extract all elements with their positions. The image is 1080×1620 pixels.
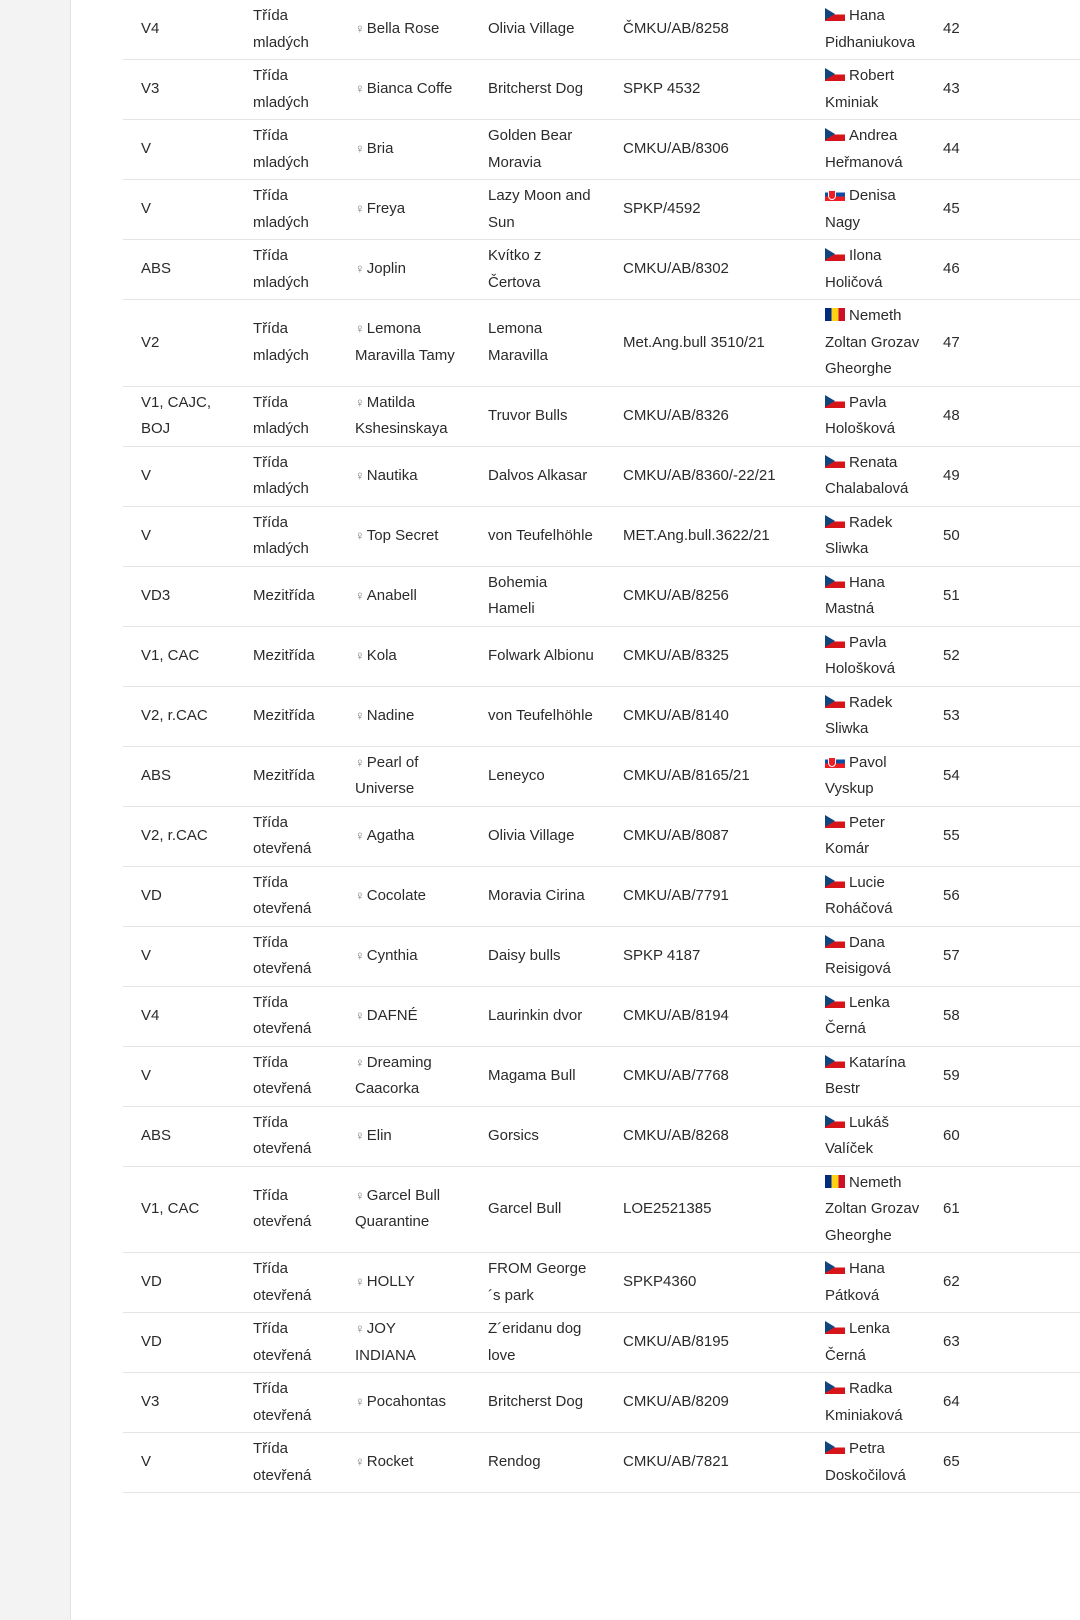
catalog-number-cell: 44 bbox=[937, 120, 1080, 180]
female-icon: ♀ bbox=[355, 467, 365, 483]
kennel-cell: Z´eridanu dog love bbox=[470, 1313, 605, 1373]
dog-name: Dreaming Caacorka bbox=[355, 1053, 432, 1097]
kennel-cell: Britcherst Dog bbox=[470, 60, 605, 120]
registration-cell: SPKP 4532 bbox=[605, 60, 807, 120]
owner-cell bbox=[807, 1166, 937, 1253]
dog-name: Matilda Kshesinskaya bbox=[355, 393, 448, 437]
registration-cell: CMKU/AB/8165/21 bbox=[605, 746, 807, 806]
registration-cell: CMKU/AB/8326 bbox=[605, 386, 807, 446]
class-cell: Třída otevřená bbox=[235, 1433, 337, 1493]
class-cell: Třída mladých bbox=[235, 0, 337, 60]
dog-name: JOY INDIANA bbox=[355, 1320, 416, 1364]
class-cell: Třída mladých bbox=[235, 120, 337, 180]
flag-ro-icon bbox=[825, 1175, 845, 1188]
catalog-number-cell: 50 bbox=[937, 506, 1080, 566]
owner-cell bbox=[807, 926, 937, 986]
owner-cell bbox=[807, 1373, 937, 1433]
dog-name-cell bbox=[337, 1433, 470, 1493]
kennel-cell: Rendog bbox=[470, 1433, 605, 1493]
dog-name-cell bbox=[337, 566, 470, 626]
dog-name: Freya bbox=[366, 200, 406, 218]
female-icon: ♀ bbox=[355, 1187, 365, 1203]
registration-cell: CMKU/AB/7768 bbox=[605, 1046, 807, 1106]
owner-cell bbox=[807, 866, 937, 926]
kennel-cell: Dalvos Alkasar bbox=[470, 446, 605, 506]
dog-name: Nautika bbox=[366, 466, 418, 484]
owner-name: Andrea Heřmanová bbox=[825, 127, 903, 171]
class-cell: Třída otevřená bbox=[235, 926, 337, 986]
owner-cell bbox=[807, 626, 937, 686]
table-row bbox=[123, 1166, 1080, 1253]
flag-cz-icon bbox=[825, 935, 845, 948]
dog-name-cell bbox=[337, 1313, 470, 1373]
catalog-number-cell: 56 bbox=[937, 866, 1080, 926]
dog-name-cell bbox=[337, 506, 470, 566]
registration-cell: LOE2521385 bbox=[605, 1166, 807, 1253]
female-icon: ♀ bbox=[355, 707, 365, 723]
flag-cz-icon bbox=[825, 875, 845, 888]
table-row bbox=[123, 120, 1080, 180]
dog-name-cell bbox=[337, 300, 470, 387]
kennel-cell: Lazy Moon and Sun bbox=[470, 180, 605, 240]
female-icon: ♀ bbox=[355, 321, 365, 337]
results-table bbox=[123, 0, 1080, 1493]
kennel-cell: Daisy bulls bbox=[470, 926, 605, 986]
catalog-number-cell: 43 bbox=[937, 60, 1080, 120]
catalog-number-cell: 48 bbox=[937, 386, 1080, 446]
table-row bbox=[123, 566, 1080, 626]
class-cell: Třída mladých bbox=[235, 386, 337, 446]
result-cell: VD3 bbox=[123, 566, 235, 626]
result-cell: V4 bbox=[123, 986, 235, 1046]
flag-cz-icon bbox=[825, 455, 845, 468]
result-cell: V2 bbox=[123, 300, 235, 387]
kennel-cell: Britcherst Dog bbox=[470, 1373, 605, 1433]
owner-name: Hana Pidhaniukova bbox=[825, 7, 916, 51]
result-cell: V2, r.CAC bbox=[123, 806, 235, 866]
kennel-cell: Moravia Cirina bbox=[470, 866, 605, 926]
dog-name-cell bbox=[337, 1253, 470, 1313]
table-row bbox=[123, 686, 1080, 746]
kennel-cell: Olivia Village bbox=[470, 806, 605, 866]
catalog-number-cell: 57 bbox=[937, 926, 1080, 986]
flag-cz-icon bbox=[825, 8, 845, 21]
female-icon: ♀ bbox=[355, 394, 365, 410]
class-cell: Třída otevřená bbox=[235, 806, 337, 866]
result-cell: V1, CAC bbox=[123, 1166, 235, 1253]
catalog-number-cell: 62 bbox=[937, 1253, 1080, 1313]
owner-cell bbox=[807, 386, 937, 446]
owner-cell bbox=[807, 1106, 937, 1166]
catalog-number-cell: 53 bbox=[937, 686, 1080, 746]
flag-cz-icon bbox=[825, 68, 845, 81]
owner-name: Ilona Holičová bbox=[825, 247, 883, 291]
result-cell: ABS bbox=[123, 1106, 235, 1166]
flag-cz-icon bbox=[825, 395, 845, 408]
class-cell: Třída otevřená bbox=[235, 1106, 337, 1166]
registration-cell: SPKP/4592 bbox=[605, 180, 807, 240]
dog-name: Agatha bbox=[366, 826, 415, 844]
owner-name: Petra Doskočilová bbox=[825, 1440, 906, 1484]
registration-cell: CMKU/AB/8268 bbox=[605, 1106, 807, 1166]
owner-name: Dana Reisigová bbox=[825, 933, 891, 977]
class-cell: Třída mladých bbox=[235, 60, 337, 120]
owner-cell bbox=[807, 0, 937, 60]
kennel-cell: von Teufelhöhle bbox=[470, 686, 605, 746]
registration-cell: CMKU/AB/8360/-22/21 bbox=[605, 446, 807, 506]
dog-name-cell bbox=[337, 986, 470, 1046]
kennel-cell: Lemona Maravilla bbox=[470, 300, 605, 387]
dog-name-cell bbox=[337, 1106, 470, 1166]
dog-name-cell bbox=[337, 0, 470, 60]
flag-cz-icon bbox=[825, 1381, 845, 1394]
flag-cz-icon bbox=[825, 1441, 845, 1454]
flag-sk-icon bbox=[825, 755, 845, 768]
table-row bbox=[123, 0, 1080, 60]
dog-name-cell bbox=[337, 120, 470, 180]
kennel-cell: Olivia Village bbox=[470, 0, 605, 60]
catalog-number-cell: 45 bbox=[937, 180, 1080, 240]
registration-cell: CMKU/AB/8325 bbox=[605, 626, 807, 686]
flag-cz-icon bbox=[825, 815, 845, 828]
flag-cz-icon bbox=[825, 515, 845, 528]
dog-name-cell bbox=[337, 746, 470, 806]
class-cell: Mezitřída bbox=[235, 746, 337, 806]
flag-cz-icon bbox=[825, 575, 845, 588]
result-cell: V bbox=[123, 1046, 235, 1106]
flag-cz-icon bbox=[825, 128, 845, 141]
dog-name: Bianca Coffe bbox=[366, 80, 453, 98]
table-row bbox=[123, 626, 1080, 686]
class-cell: Třída mladých bbox=[235, 240, 337, 300]
table-row bbox=[123, 1046, 1080, 1106]
class-cell: Třída otevřená bbox=[235, 1046, 337, 1106]
catalog-number-cell: 42 bbox=[937, 0, 1080, 60]
owner-name: Pavol Vyskup bbox=[825, 753, 887, 797]
result-cell: V bbox=[123, 180, 235, 240]
class-cell: Třída otevřená bbox=[235, 1166, 337, 1253]
registration-cell: CMKU/AB/8194 bbox=[605, 986, 807, 1046]
result-cell: V4 bbox=[123, 0, 235, 60]
kennel-cell: Bohemia Hameli bbox=[470, 566, 605, 626]
catalog-number-cell: 60 bbox=[937, 1106, 1080, 1166]
owner-cell bbox=[807, 686, 937, 746]
flag-cz-icon bbox=[825, 1321, 845, 1334]
owner-name: Peter Komár bbox=[825, 813, 885, 857]
dog-name: Bella Rose bbox=[366, 20, 440, 38]
result-cell: V bbox=[123, 120, 235, 180]
catalog-number-cell: 52 bbox=[937, 626, 1080, 686]
dog-name: HOLLY bbox=[366, 1273, 415, 1291]
female-icon: ♀ bbox=[355, 887, 365, 903]
result-cell: V bbox=[123, 926, 235, 986]
female-icon: ♀ bbox=[355, 1054, 365, 1070]
dog-name-cell bbox=[337, 386, 470, 446]
female-icon: ♀ bbox=[355, 527, 365, 543]
registration-cell: SPKP 4187 bbox=[605, 926, 807, 986]
dog-name: Pocahontas bbox=[366, 1393, 446, 1411]
female-icon: ♀ bbox=[355, 201, 365, 217]
catalog-number-cell: 58 bbox=[937, 986, 1080, 1046]
catalog-number-cell: 61 bbox=[937, 1166, 1080, 1253]
flag-sk-icon bbox=[825, 188, 845, 201]
dog-name-cell bbox=[337, 686, 470, 746]
female-icon: ♀ bbox=[355, 1394, 365, 1410]
owner-name: Hana Mastná bbox=[825, 573, 885, 617]
flag-cz-icon bbox=[825, 1261, 845, 1274]
owner-cell bbox=[807, 746, 937, 806]
dog-name: Pearl of Universe bbox=[355, 753, 419, 797]
table-row bbox=[123, 300, 1080, 387]
class-cell: Třída otevřená bbox=[235, 1373, 337, 1433]
result-cell: V2, r.CAC bbox=[123, 686, 235, 746]
owner-cell bbox=[807, 986, 937, 1046]
dog-name-cell bbox=[337, 180, 470, 240]
result-cell: V bbox=[123, 446, 235, 506]
dog-name: Cynthia bbox=[366, 946, 418, 964]
class-cell: Třída mladých bbox=[235, 180, 337, 240]
owner-name: Nemeth Zoltan Grozav Gheorghe bbox=[825, 307, 920, 377]
results-table-body bbox=[123, 0, 1080, 1493]
registration-cell: Met.Ang.bull 3510/21 bbox=[605, 300, 807, 387]
owner-name: Renata Chalabalová bbox=[825, 453, 909, 497]
dog-name-cell bbox=[337, 806, 470, 866]
class-cell: Mezitřída bbox=[235, 566, 337, 626]
dog-name: DAFNÉ bbox=[366, 1006, 418, 1024]
class-cell: Třída otevřená bbox=[235, 1313, 337, 1373]
owner-name: Nemeth Zoltan Grozav Gheorghe bbox=[825, 1173, 920, 1244]
owner-cell bbox=[807, 446, 937, 506]
dog-name: Kola bbox=[366, 646, 397, 664]
owner-name: Pavla Hološková bbox=[825, 633, 896, 677]
registration-cell: CMKU/AB/8306 bbox=[605, 120, 807, 180]
owner-name: Lenka Černá bbox=[825, 1320, 890, 1364]
owner-name: Pavla Hološková bbox=[825, 393, 896, 437]
flag-cz-icon bbox=[825, 248, 845, 261]
flag-cz-icon bbox=[825, 1115, 845, 1128]
class-cell: Třída otevřená bbox=[235, 1253, 337, 1313]
owner-name: Radek Sliwka bbox=[825, 513, 893, 557]
registration-cell: CMKU/AB/8140 bbox=[605, 686, 807, 746]
registration-cell: CMKU/AB/8209 bbox=[605, 1373, 807, 1433]
female-icon: ♀ bbox=[355, 81, 365, 97]
result-cell: ABS bbox=[123, 240, 235, 300]
registration-cell: CMKU/AB/7791 bbox=[605, 866, 807, 926]
female-icon: ♀ bbox=[355, 587, 365, 603]
kennel-cell: Golden Bear Moravia bbox=[470, 120, 605, 180]
result-cell: V3 bbox=[123, 60, 235, 120]
result-cell: V bbox=[123, 1433, 235, 1493]
female-icon: ♀ bbox=[355, 1321, 365, 1336]
female-icon: ♀ bbox=[355, 827, 365, 843]
table-row bbox=[123, 60, 1080, 120]
dog-name-cell bbox=[337, 1046, 470, 1106]
owner-cell bbox=[807, 1046, 937, 1106]
catalog-number-cell: 63 bbox=[937, 1313, 1080, 1373]
table-row bbox=[123, 986, 1080, 1046]
owner-name: Lucie Roháčová bbox=[825, 873, 893, 917]
dog-name-cell bbox=[337, 626, 470, 686]
result-cell: V1, CAJC, BOJ bbox=[123, 386, 235, 446]
owner-cell bbox=[807, 566, 937, 626]
flag-cz-icon bbox=[825, 1055, 845, 1068]
kennel-cell: FROM George ´s park bbox=[470, 1253, 605, 1313]
female-icon: ♀ bbox=[355, 261, 365, 277]
dog-name: Anabell bbox=[366, 586, 417, 604]
female-icon: ♀ bbox=[355, 1454, 365, 1470]
table-row bbox=[123, 446, 1080, 506]
dog-name: Rocket bbox=[366, 1453, 414, 1471]
table-row bbox=[123, 1313, 1080, 1373]
catalog-number-cell: 54 bbox=[937, 746, 1080, 806]
catalog-number-cell: 64 bbox=[937, 1373, 1080, 1433]
dog-name-cell bbox=[337, 1166, 470, 1253]
owner-cell bbox=[807, 1433, 937, 1493]
catalog-number-cell: 49 bbox=[937, 446, 1080, 506]
female-icon: ♀ bbox=[355, 1127, 365, 1143]
owner-name: Denisa Nagy bbox=[825, 187, 896, 231]
result-cell: V1, CAC bbox=[123, 626, 235, 686]
class-cell: Třída mladých bbox=[235, 506, 337, 566]
owner-cell bbox=[807, 806, 937, 866]
result-cell: VD bbox=[123, 866, 235, 926]
kennel-cell: Magama Bull bbox=[470, 1046, 605, 1106]
dog-name: Bria bbox=[366, 140, 394, 158]
kennel-cell: Gorsics bbox=[470, 1106, 605, 1166]
dog-name: Joplin bbox=[366, 260, 406, 278]
table-row bbox=[123, 1106, 1080, 1166]
table-row bbox=[123, 1373, 1080, 1433]
owner-cell bbox=[807, 506, 937, 566]
result-cell: V bbox=[123, 506, 235, 566]
table-row bbox=[123, 506, 1080, 566]
dog-name: Top Secret bbox=[366, 526, 439, 544]
female-icon: ♀ bbox=[355, 754, 365, 770]
class-cell: Třída otevřená bbox=[235, 986, 337, 1046]
class-cell: Mezitřída bbox=[235, 626, 337, 686]
owner-cell bbox=[807, 180, 937, 240]
catalog-number-cell: 47 bbox=[937, 300, 1080, 387]
dog-name: Nadine bbox=[366, 706, 415, 724]
dog-name-cell bbox=[337, 240, 470, 300]
dog-name: Cocolate bbox=[366, 886, 426, 904]
owner-name: Hana Pátková bbox=[825, 1260, 885, 1304]
table-row bbox=[123, 1433, 1080, 1493]
dog-name-cell bbox=[337, 866, 470, 926]
registration-cell: CMKU/AB/7821 bbox=[605, 1433, 807, 1493]
class-cell: Třída otevřená bbox=[235, 866, 337, 926]
flag-cz-icon bbox=[825, 995, 845, 1008]
class-cell: Mezitřída bbox=[235, 686, 337, 746]
flag-cz-icon bbox=[825, 635, 845, 648]
kennel-cell: Leneyco bbox=[470, 746, 605, 806]
kennel-cell: Folwark Albionu bbox=[470, 626, 605, 686]
owner-cell bbox=[807, 240, 937, 300]
result-cell: VD bbox=[123, 1313, 235, 1373]
kennel-cell: Truvor Bulls bbox=[470, 386, 605, 446]
kennel-cell: Kvítko z Čertova bbox=[470, 240, 605, 300]
owner-cell bbox=[807, 60, 937, 120]
flag-ro-icon bbox=[825, 308, 845, 321]
female-icon: ♀ bbox=[355, 1274, 365, 1290]
table-row bbox=[123, 180, 1080, 240]
owner-name: Robert Kminiak bbox=[825, 67, 895, 111]
female-icon: ♀ bbox=[355, 947, 365, 963]
owner-name: Radka Kminiaková bbox=[825, 1380, 903, 1424]
catalog-number-cell: 59 bbox=[937, 1046, 1080, 1106]
owner-cell bbox=[807, 120, 937, 180]
dog-name: Garcel Bull Quarantine bbox=[355, 1186, 441, 1231]
catalog-number-cell: 65 bbox=[937, 1433, 1080, 1493]
catalog-number-cell: 51 bbox=[937, 566, 1080, 626]
registration-cell: CMKU/AB/8087 bbox=[605, 806, 807, 866]
table-row bbox=[123, 746, 1080, 806]
result-cell: ABS bbox=[123, 746, 235, 806]
table-row bbox=[123, 1253, 1080, 1313]
result-cell: V3 bbox=[123, 1373, 235, 1433]
dog-name-cell bbox=[337, 1373, 470, 1433]
owner-name: Lukáš Valíček bbox=[825, 1113, 890, 1157]
female-icon: ♀ bbox=[355, 21, 365, 37]
dog-name: Lemona Maravilla Tamy bbox=[355, 320, 455, 364]
table-row bbox=[123, 240, 1080, 300]
flag-cz-icon bbox=[825, 695, 845, 708]
owner-name: Lenka Černá bbox=[825, 993, 890, 1037]
kennel-cell: Garcel Bull bbox=[470, 1166, 605, 1253]
class-cell: Třída mladých bbox=[235, 300, 337, 387]
dog-name-cell bbox=[337, 926, 470, 986]
female-icon: ♀ bbox=[355, 141, 365, 157]
female-icon: ♀ bbox=[355, 647, 365, 663]
registration-cell: SPKP4360 bbox=[605, 1253, 807, 1313]
owner-name: Katarína Bestr bbox=[825, 1053, 906, 1097]
registration-cell: ČMKU/AB/8258 bbox=[605, 0, 807, 60]
table-row bbox=[123, 806, 1080, 866]
catalog-number-cell: 46 bbox=[937, 240, 1080, 300]
dog-name-cell bbox=[337, 60, 470, 120]
registration-cell: CMKU/AB/8302 bbox=[605, 240, 807, 300]
owner-name: Radek Sliwka bbox=[825, 693, 893, 737]
owner-cell bbox=[807, 1313, 937, 1373]
table-row bbox=[123, 866, 1080, 926]
result-cell: VD bbox=[123, 1253, 235, 1313]
dog-name-cell bbox=[337, 446, 470, 506]
class-cell: Třída mladých bbox=[235, 446, 337, 506]
registration-cell: MET.Ang.bull.3622/21 bbox=[605, 506, 807, 566]
catalog-number-cell: 55 bbox=[937, 806, 1080, 866]
owner-cell bbox=[807, 1253, 937, 1313]
owner-cell bbox=[807, 300, 937, 387]
kennel-cell: Laurinkin dvor bbox=[470, 986, 605, 1046]
table-row bbox=[123, 386, 1080, 446]
table-row bbox=[123, 926, 1080, 986]
female-icon: ♀ bbox=[355, 1007, 365, 1023]
kennel-cell: von Teufelhöhle bbox=[470, 506, 605, 566]
dog-name: Elin bbox=[366, 1126, 392, 1144]
registration-cell: CMKU/AB/8195 bbox=[605, 1313, 807, 1373]
registration-cell: CMKU/AB/8256 bbox=[605, 566, 807, 626]
